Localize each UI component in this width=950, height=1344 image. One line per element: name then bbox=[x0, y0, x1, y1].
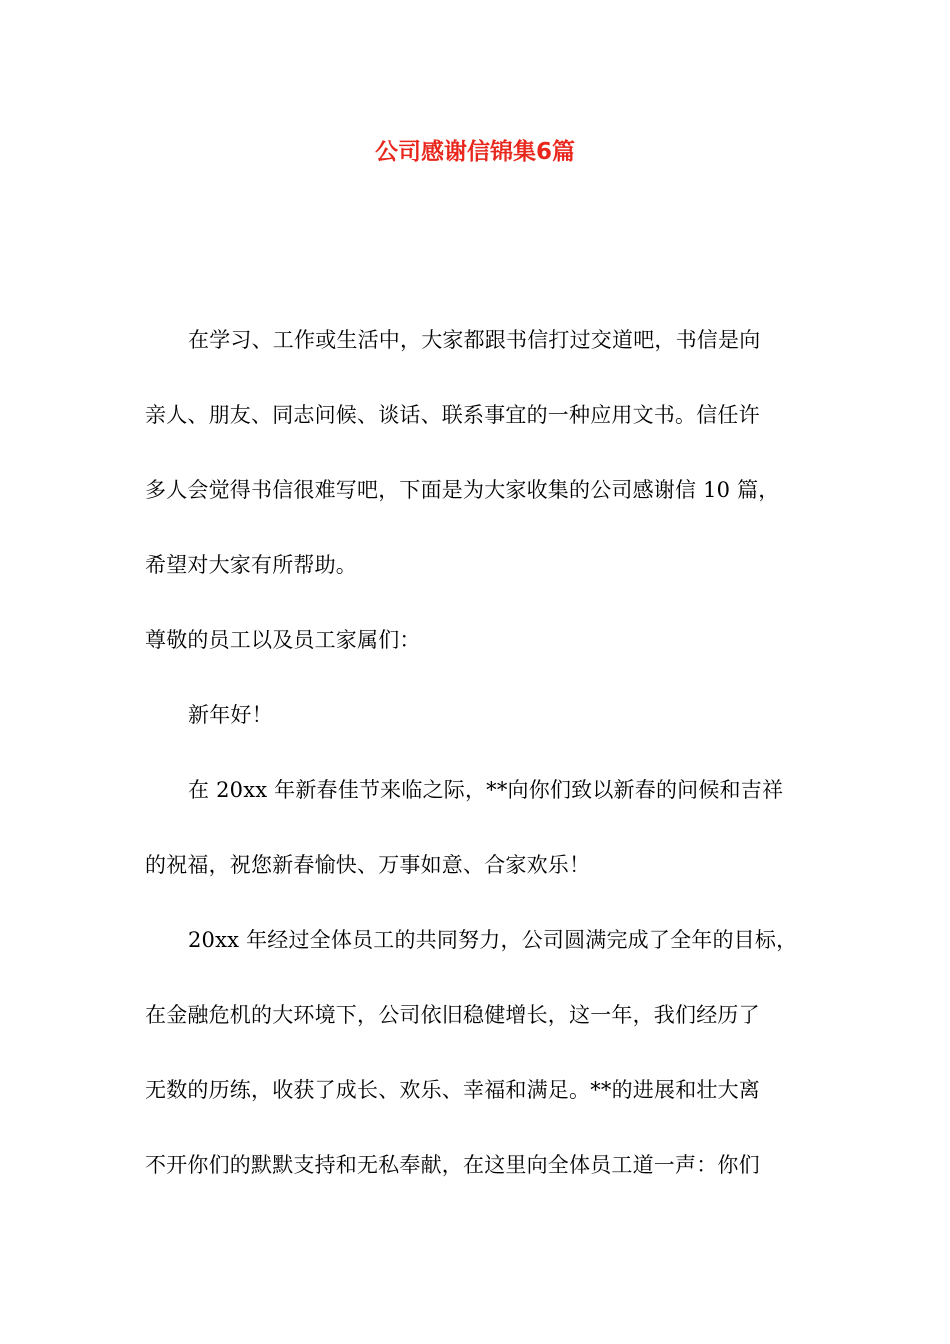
intro-line-1: 在学习、工作或生活中，大家都跟书信打过交道吧，书信是向 bbox=[188, 328, 761, 352]
intro-line-3: 多人会觉得书信很难写吧，下面是为大家收集的公司感谢信 10 篇， bbox=[145, 478, 780, 502]
intro-line-4: 希望对大家有所帮助。 bbox=[145, 553, 357, 577]
intro-line-2: 亲人、朋友、同志问候、谈话、联系事宜的一种应用文书。信任许 bbox=[145, 403, 760, 427]
body-line-5: 无数的历练，收获了成长、欢乐、幸福和满足。**的进展和壮大离 bbox=[145, 1078, 760, 1102]
body-line-3: 20xx 年经过全体员工的共同努力，公司圆满完成了全年的目标， bbox=[188, 928, 798, 952]
document-title: 公司感谢信锦集6篇 bbox=[374, 139, 575, 165]
salutation: 尊敬的员工以及员工家属们： bbox=[145, 628, 421, 652]
body-line-6: 不开你们的默默支持和无私奉献，在这里向全体员工道一声：你们 bbox=[145, 1153, 760, 1177]
body-line-1: 在 20xx 年新春佳节来临之际，**向你们致以新春的问候和吉祥 bbox=[188, 778, 784, 802]
body-line-4: 在金融危机的大环境下，公司依旧稳健增长，这一年，我们经历了 bbox=[145, 1003, 760, 1027]
body-line-2: 的祝福，祝您新春愉快、万事如意、合家欢乐！ bbox=[145, 853, 591, 877]
greeting: 新年好！ bbox=[188, 703, 273, 727]
